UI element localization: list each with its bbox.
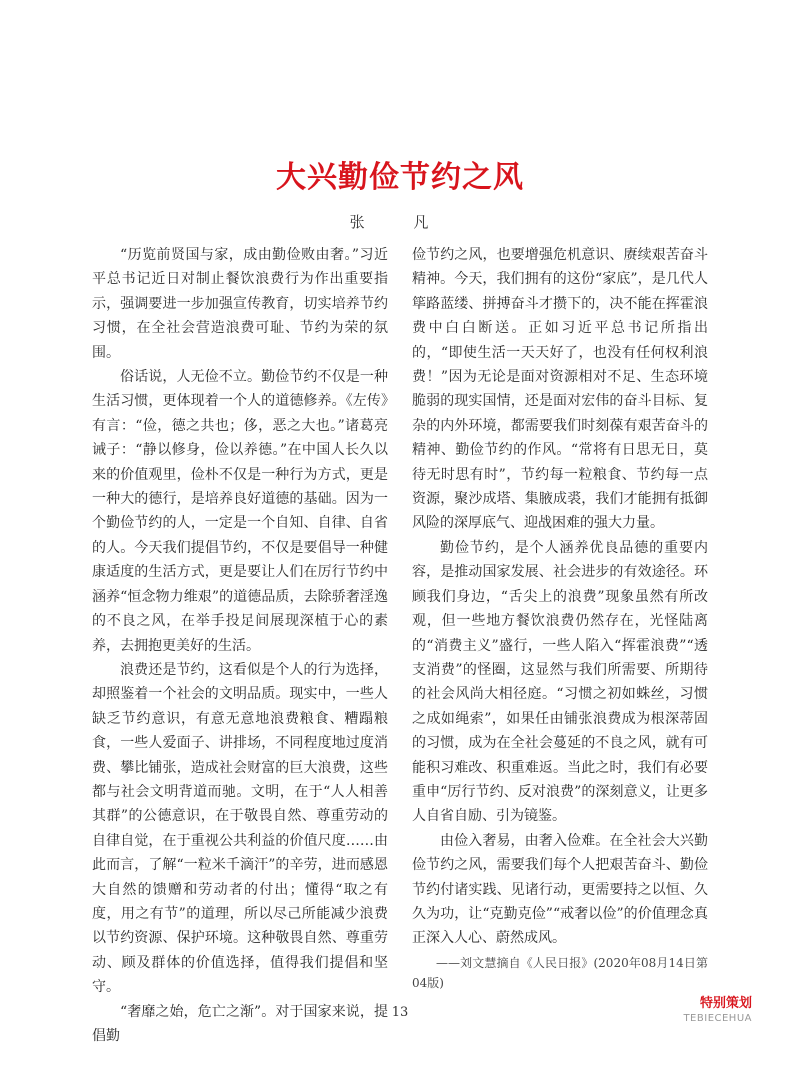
article-author: 张 凡 <box>349 213 451 231</box>
paragraph: “奢靡之始，危亡之渐”。对于国家来说，提倡勤 <box>92 1003 388 1044</box>
page-number: 13 <box>391 1005 409 1020</box>
paragraph: 勤俭节约，是个人涵养优良品德的重要内容，是推动国家发展、社会进步的有效途径。环顾我们身边，“舌尖上的浪费”现象虽然有所改观，但一些地方餐饮浪费仍然存在，光怪陆离的“消费主义”盛行，一些人陷入“挥霍浪费”“透支消费”的怪圈，这显然与我们所需要、所期待的社会风尚大相径庭。“习惯之初如蛛丝，习惯之成如绳索”，如果任由铺张浪费成为根深蒂固的习惯，成为在全社会蔓延的不良之风，就有可能积习难改、积重难返。当此之时，我们有必要重申“厉行节约、反对浪费”的深刻意义，让更多人自省自励、引为镜鉴。 <box>412 539 708 825</box>
section-label-zh: 特别策划 <box>699 996 752 1011</box>
paragraph: 由俭入奢易，由奢入俭难。在全社会大兴勤俭节约之风，需要我们每个人把艰苦奋斗、勤俭节约付诸实践、见诸行动，更需要持之以恒、久久为功，让“克勤克俭”“戒奢以俭”的价值理念真正深入人心、蔚然成风。 <box>412 832 708 947</box>
paragraph: 浪费还是节约，这看似是个人的行为选择，却照鉴着一个社会的文明品质。现实中，一些人缺乏节约意识，有意无意地浪费粮食、糟蹋粮食，一些人爱面子、讲排场，不同程度地过度消费、攀比铺张，造成社会财富的巨大浪费，这些都与社会文明背道而驰。文明，在于“人人相善其群”的公德意识，在于敬畏自然、尊重劳动的自律自觉，在于重视公共利益的价值尺度……由此而言，了解“一粒米千滴汗”的辛劳，进而感恩大自然的馈赠和劳动者的付出；懂得“取之有度，用之有节”的道理，所以尽己所能减少浪费以节约资源、保护环境。这种敬畏自然、尊重劳动、顾及群体的价值选择，值得我们提倡和坚守。 <box>92 661 388 996</box>
article-column-right <box>412 243 708 993</box>
paragraph: 俗话说，人无俭不立。勤俭节约不仅是一种生活习惯，更体现着一个人的道德修养。《左传》有言：“俭，德之共也；侈，恶之大也。”诸葛亮诫子：“静以修身，俭以养德。”在中国人长久以来的价值观里，俭朴不仅是一种行为方式，更是一种大的德行，是培养良好道德的基础。因为一个勤俭节约的人，一定是一个自知、自律、自省的人。今天我们提倡节约，不仅是要倡导一种健康适度的生活方式，更是要让人们在厉行节约中涵养“恒念物力维艰”的道德品质，去除骄奢淫逸的不良之风，在举手投足间展现深植于心的素养，去拥抱更美好的生活。 <box>92 369 388 654</box>
section-label-en: TEBIECEHUA <box>683 1013 752 1024</box>
article-title: 大兴勤俭节约之风 <box>276 160 524 195</box>
article-source: ——刘文慧摘自《人民日报》(2020年08月14日第04版) <box>412 955 708 990</box>
section-label <box>683 995 752 1026</box>
paragraph-continued: 俭节约之风，也要增强危机意识、赓续艰苦奋斗精神。今天，我们拥有的这份“家底”，是几代人筚路蓝缕、拼搏奋斗才攒下的，决不能在挥霍浪费中白白断送。正如习近平总书记所指出的，“即使生活一天天好了，也没有任何权利浪费！”因为无论是面对资源相对不足、生态环境脆弱的现实国情，还是面对宏伟的奋斗目标、复杂的内外环境，都需要我们时刻葆有艰苦奋斗的精神、勤俭节约的作风。“常将有日思无日，莫待无时思有时”，节约每一粒粮食、节约每一点资源，聚沙成塔、集腋成裘，我们才能拥有抵御风险的深厚底气、迎战困难的强大力量。 <box>412 247 708 532</box>
article-column-left <box>92 243 388 1048</box>
paragraph: “历览前贤国与家，成由勤俭败由奢。”习近平总书记近日对制止餐饮浪费行为作出重要指示，强调要进一步加强宣传教育，切实培养节约习惯，在全社会营造浪费可耻、节约为荣的氛围。 <box>92 247 388 361</box>
